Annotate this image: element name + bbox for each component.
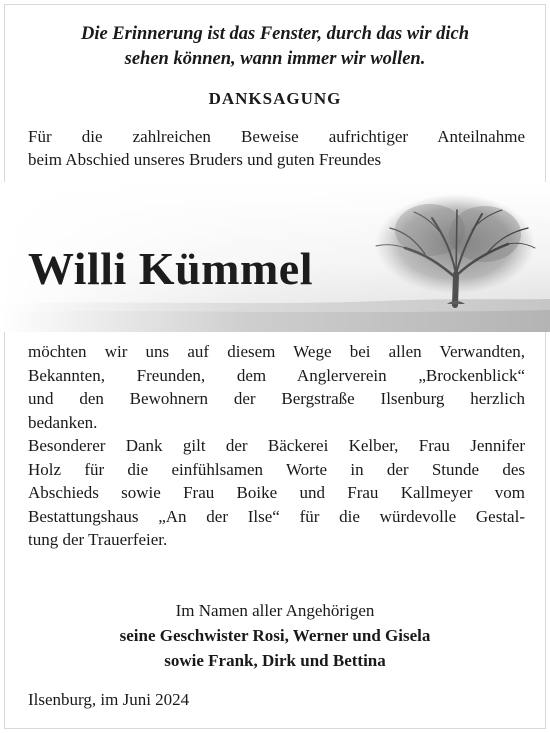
motto-line-1: Die Erinnerung ist das Fenster, durch das wir dich (80, 24, 470, 44)
heading: DANKSAGUNG (208, 89, 342, 108)
deceased-name: Willi Kümmel (28, 243, 313, 294)
body-line: Holz für die einfühlsamen Worte in der Stunde des (28, 459, 525, 479)
signature-line-1: Im Namen aller Angehörigen (175, 601, 375, 620)
signature-line-2: seine Geschwister Rosi, Werner und Gisela (119, 626, 431, 645)
body-line: und den Bewohnern der Bergstraße Ilsenburg herzlich (28, 389, 525, 408)
body-line: Bekannten, Freunden, dem Anglerverein „Brockenblick“ (28, 365, 525, 385)
intro-line-2: beim Abschied unseres Bruders und guten Freundes (28, 150, 382, 169)
body-line: tung der Trauerfeier. (28, 530, 168, 549)
body-line: bedanken. (28, 412, 98, 432)
body-line: Besonderer Dank gilt der Bäckerei Kelber, Frau Jennifer (28, 436, 525, 455)
intro-line-1: Für die zahlreichen Beweise aufrichtiger Anteilnahme (28, 127, 525, 146)
body-line: möchten wir uns auf diesem Wege bei allen Verwandten, (28, 342, 525, 361)
signature-line-3: sowie Frank, Dirk und Bettina (164, 651, 386, 670)
body-line: Abschieds sowie Frau Boike und Frau Kallmeyer vom (28, 483, 525, 502)
body-line: Bestattungshaus „An der Ilse“ für die würdevolle Gestal- (28, 506, 525, 526)
intro-text (28, 125, 525, 171)
place-date: Ilsenburg, im Juni 2024 (28, 690, 190, 709)
thanks-text (28, 340, 525, 552)
signature-block (0, 598, 550, 673)
motto (0, 22, 550, 72)
motto-line-2: sehen können, wann immer wir wollen. (124, 49, 426, 69)
name-banner (0, 182, 550, 332)
